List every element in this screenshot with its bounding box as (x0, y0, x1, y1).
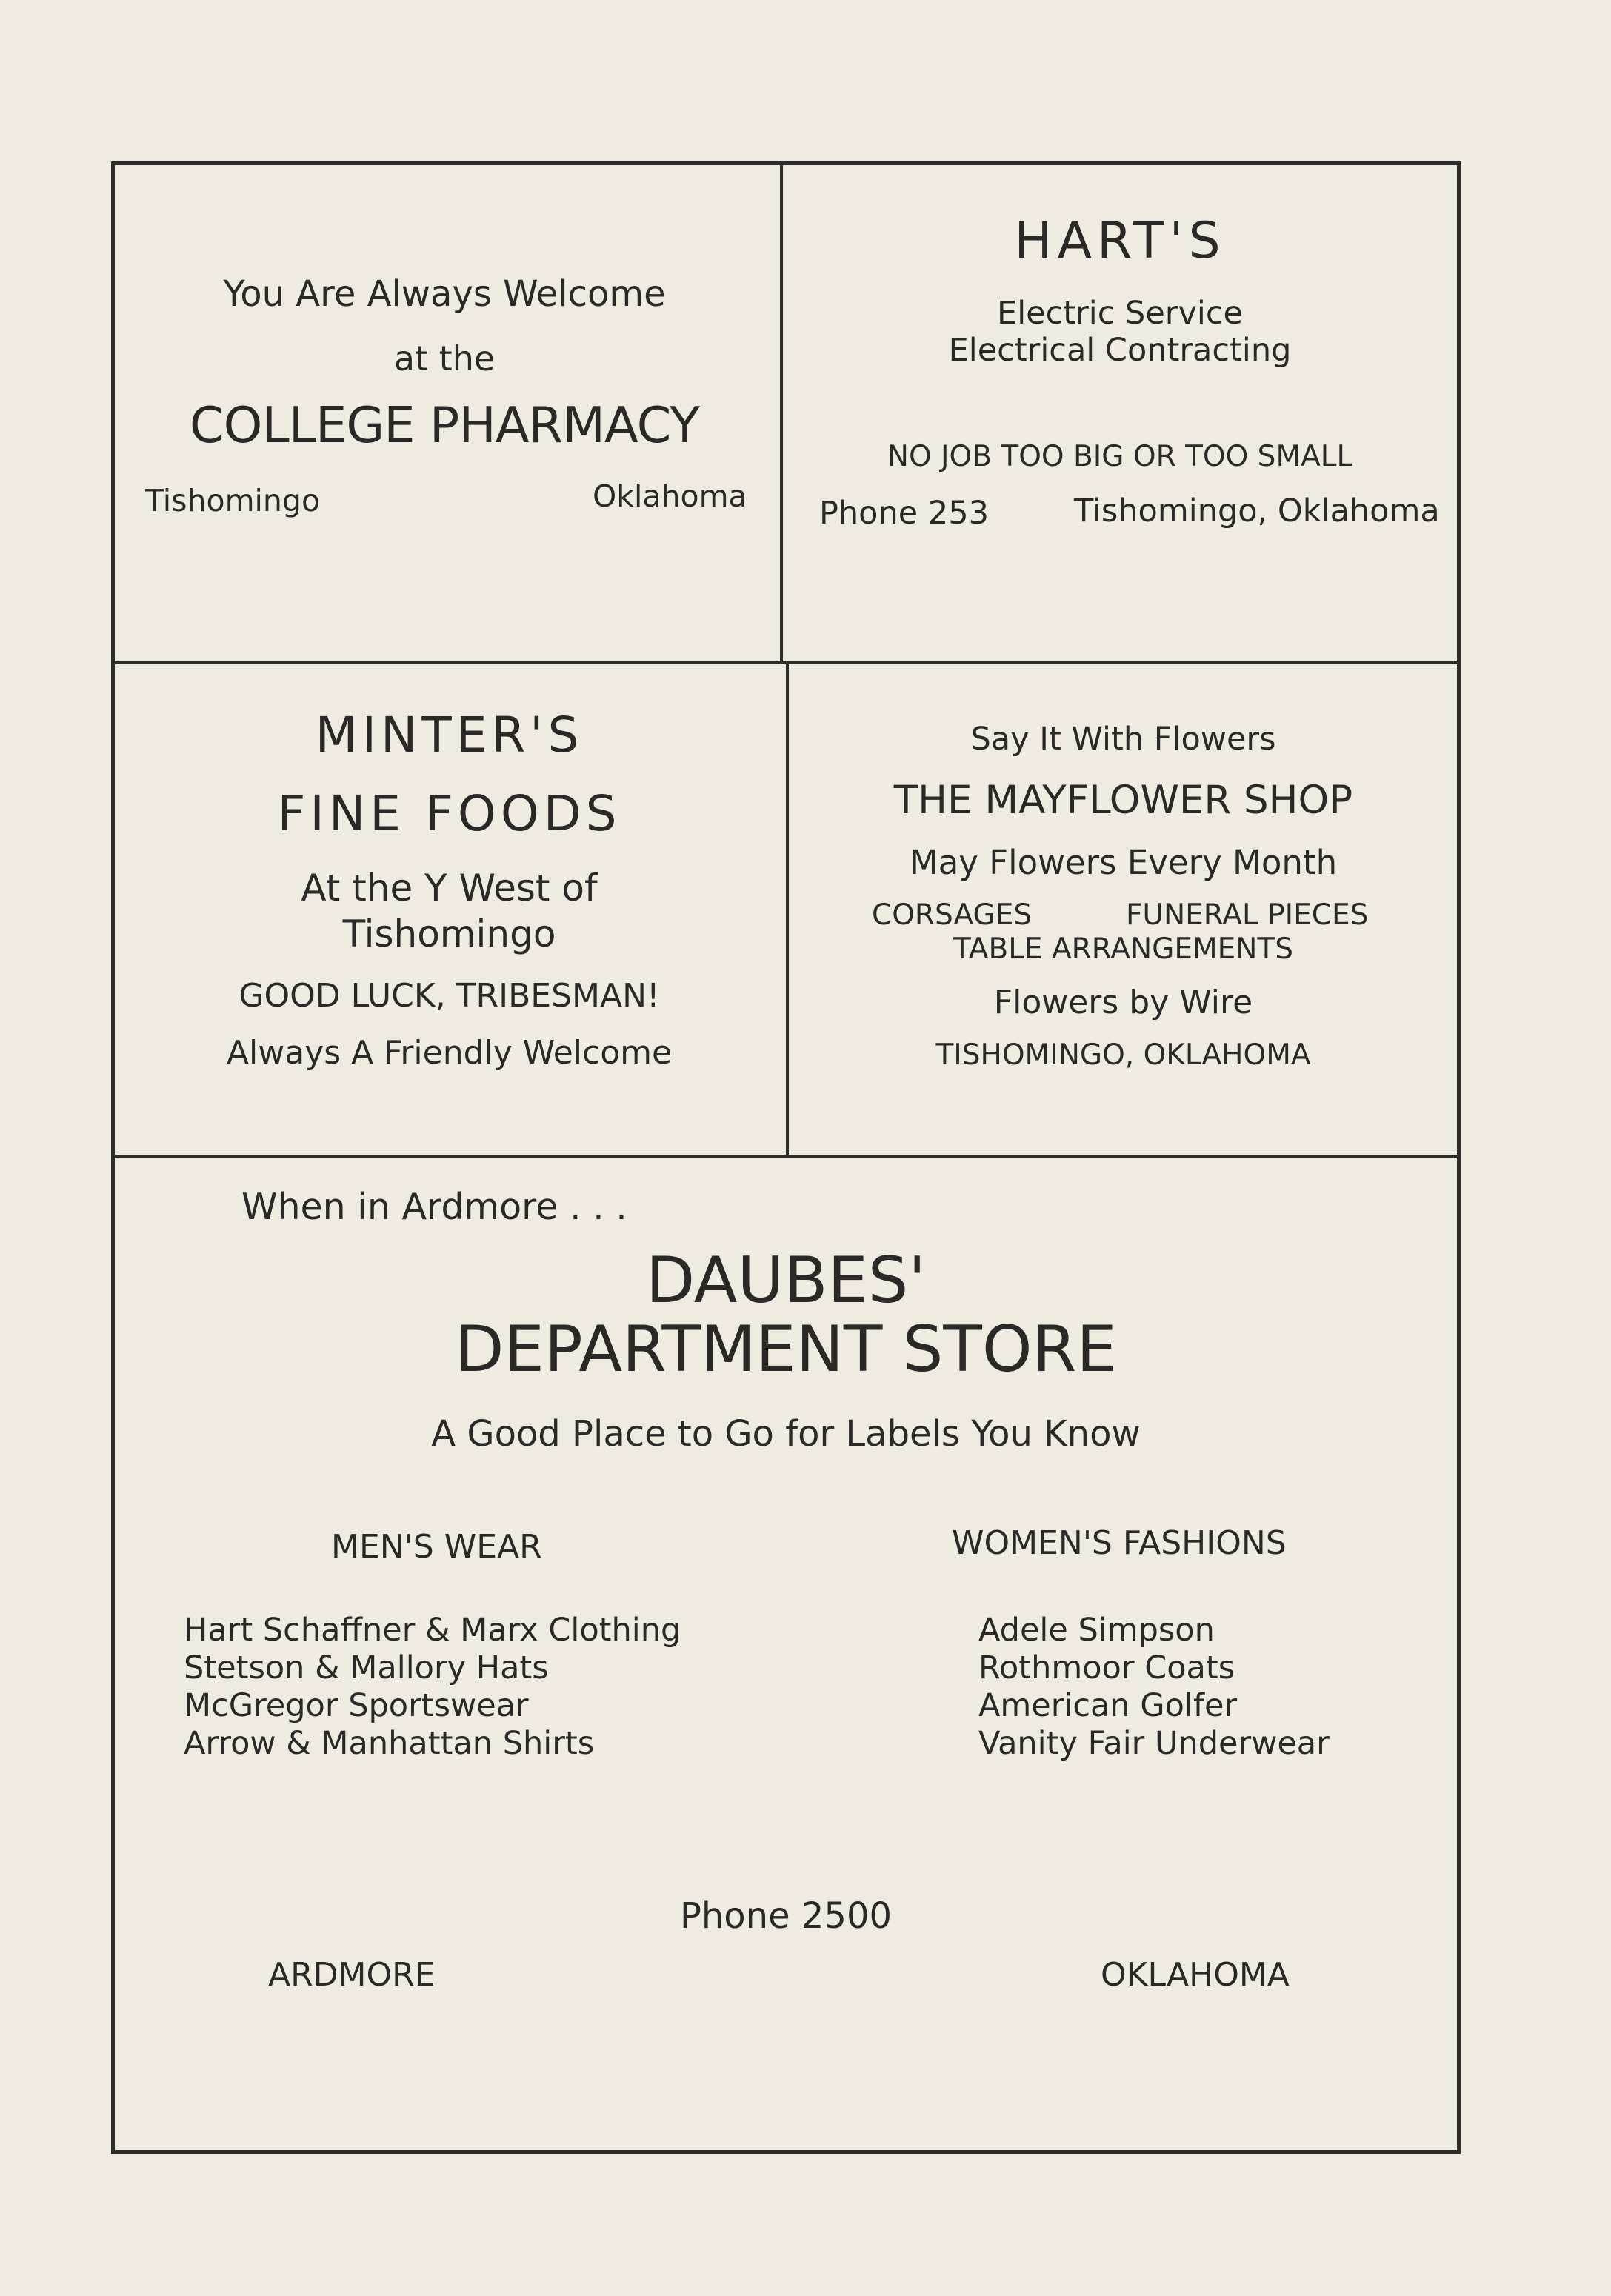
mayflower-name: THE MAYFLOWER SHOP (893, 778, 1353, 823)
harts-service-line-2: Electrical Contracting (948, 332, 1292, 369)
mayflower-wire: Flowers by Wire (993, 984, 1253, 1021)
pharmacy-welcome-line: You Are Always Welcome (223, 273, 666, 315)
pharmacy-name: COLLEGE PHARMACY (189, 396, 700, 454)
pharmacy-state: Oklahoma (593, 478, 747, 514)
daubes-womens-heading: WOMEN'S FASHIONS (952, 1524, 1287, 1562)
list-item: Adele Simpson (978, 1612, 1215, 1649)
minters-greeting: GOOD LUCK, TRIBESMAN! (239, 977, 660, 1015)
minters-fine-foods: FINE FOODS (277, 785, 621, 842)
harts-phone: Phone 253 (819, 495, 989, 532)
daubes-phone: Phone 2500 (679, 1895, 893, 1937)
list-item: Stetson & Mallory Hats (184, 1649, 549, 1686)
daubes-city: ARDMORE (268, 1956, 436, 1994)
list-item: Arrow & Manhattan Shirts (184, 1725, 595, 1762)
mayflower-location: TISHOMINGO, OKLAHOMA (935, 1038, 1311, 1072)
minters-tagline: Always A Friendly Welcome (226, 1034, 673, 1072)
list-item: Rothmoor Coats (978, 1649, 1235, 1686)
daubes-department-store: DEPARTMENT STORE (455, 1312, 1117, 1386)
list-item: Vanity Fair Underwear (978, 1725, 1330, 1762)
pharmacy-at-the-line: at the (393, 338, 496, 378)
pharmacy-city: Tishomingo (145, 483, 321, 518)
harts-name: HART'S (1014, 212, 1226, 270)
mayflower-item-table-arrangements: TABLE ARRANGEMENTS (953, 932, 1294, 966)
mayflower-intro: Say It With Flowers (970, 721, 1276, 758)
mayflower-slogan: May Flowers Every Month (909, 843, 1338, 882)
list-item: McGregor Sportswear (184, 1687, 529, 1724)
mayflower-item-corsages: CORSAGES (872, 898, 1033, 932)
minters-location-line-1: At the Y West of (301, 867, 598, 910)
harts-slogan: NO JOB TOO BIG OR TOO SMALL (887, 440, 1353, 473)
harts-service-line-1: Electric Service (997, 295, 1243, 332)
daubes-mens-heading: MEN'S WEAR (331, 1528, 542, 1566)
list-item: Hart Schaffner & Marx Clothing (184, 1612, 681, 1649)
harts-location: Tishomingo, Oklahoma (1074, 493, 1440, 530)
daubes-slogan: A Good Place to Go for Labels You Know (431, 1413, 1141, 1455)
minters-location-line-2: Tishomingo (342, 912, 556, 955)
daubes-intro: When in Ardmore . . . (241, 1186, 627, 1228)
list-item: American Golfer (978, 1687, 1238, 1724)
daubes-state: OKLAHOMA (1101, 1956, 1290, 1994)
minters-name: MINTER'S (315, 707, 584, 764)
daubes-name: DAUBES' (645, 1244, 927, 1318)
mayflower-item-funeral-pieces: FUNERAL PIECES (1126, 898, 1369, 932)
